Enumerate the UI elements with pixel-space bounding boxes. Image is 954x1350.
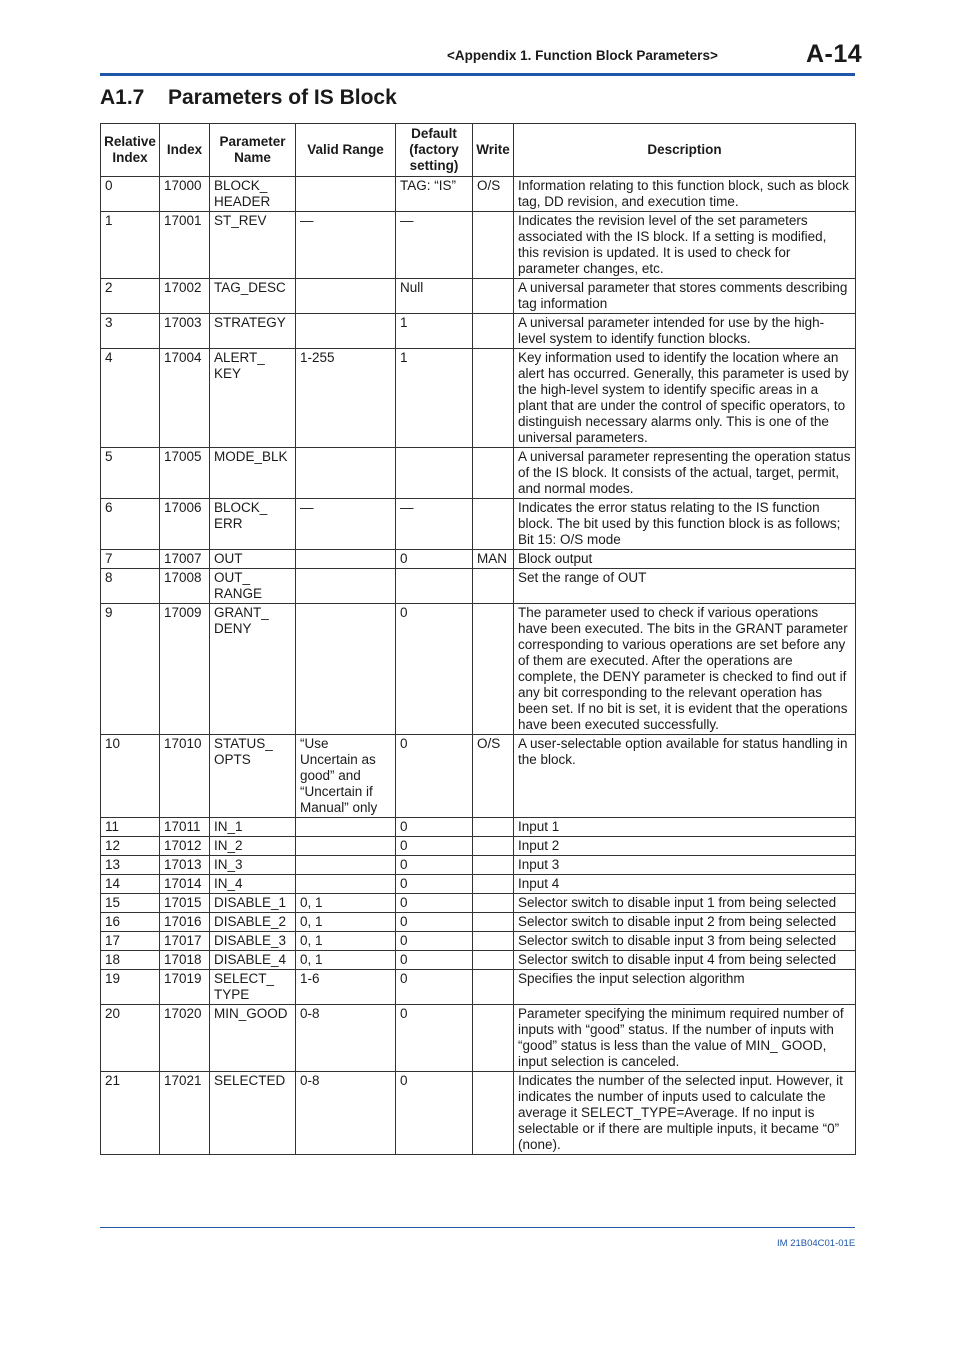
cell-index: 17014 bbox=[160, 875, 210, 894]
cell-valid-range bbox=[296, 569, 396, 604]
cell-relative-index: 19 bbox=[101, 970, 160, 1005]
cell-relative-index: 13 bbox=[101, 856, 160, 875]
cell-relative-index: 2 bbox=[101, 279, 160, 314]
table-row bbox=[101, 569, 856, 604]
table-row bbox=[101, 1005, 856, 1072]
column-header-write: Write bbox=[473, 124, 514, 177]
table-row bbox=[101, 818, 856, 837]
cell-default: Null bbox=[396, 279, 473, 314]
cell-parameter-name: BLOCK_ ERR bbox=[210, 499, 296, 550]
table-row bbox=[101, 499, 856, 550]
page-number: A-14 bbox=[806, 40, 863, 68]
section-number: A1.7 bbox=[100, 86, 145, 109]
cell-parameter-name: DISABLE_3 bbox=[210, 932, 296, 951]
cell-relative-index: 8 bbox=[101, 569, 160, 604]
cell-index: 17007 bbox=[160, 550, 210, 569]
cell-valid-range: 1-6 bbox=[296, 970, 396, 1005]
table-row bbox=[101, 913, 856, 932]
cell-relative-index: 5 bbox=[101, 448, 160, 499]
cell-write bbox=[473, 913, 514, 932]
cell-default: 1 bbox=[396, 349, 473, 448]
cell-relative-index: 6 bbox=[101, 499, 160, 550]
cell-description: Key information used to identify the location where an alert has occurred. Generally, this parameter is used by the high-level system to identify specific areas in a plant that are under the control of specific operators, to distinguish necessary alarms only. This is one of the universal parameters. bbox=[514, 349, 856, 448]
cell-relative-index: 11 bbox=[101, 818, 160, 837]
cell-valid-range bbox=[296, 818, 396, 837]
cell-default: — bbox=[396, 212, 473, 279]
cell-valid-range: 0, 1 bbox=[296, 894, 396, 913]
table-row bbox=[101, 212, 856, 279]
cell-default: 0 bbox=[396, 1005, 473, 1072]
cell-relative-index: 15 bbox=[101, 894, 160, 913]
table-header-row bbox=[101, 124, 856, 177]
cell-default bbox=[396, 448, 473, 499]
cell-parameter-name: MIN_GOOD bbox=[210, 1005, 296, 1072]
running-header: <Appendix 1. Function Block Parameters> bbox=[447, 48, 718, 63]
cell-description: Input 1 bbox=[514, 818, 856, 837]
cell-description: Selector switch to disable input 2 from being selected bbox=[514, 913, 856, 932]
cell-valid-range: 1-255 bbox=[296, 349, 396, 448]
cell-valid-range bbox=[296, 875, 396, 894]
cell-valid-range bbox=[296, 177, 396, 212]
cell-index: 17000 bbox=[160, 177, 210, 212]
cell-write bbox=[473, 818, 514, 837]
cell-description: Selector switch to disable input 1 from being selected bbox=[514, 894, 856, 913]
table-row bbox=[101, 279, 856, 314]
cell-write bbox=[473, 569, 514, 604]
cell-parameter-name: GRANT_ DENY bbox=[210, 604, 296, 735]
cell-description: The parameter used to check if various operations have been executed. The bits in the GRANT parameter corresponding to various operations are set before any of them are executed. After the operations are complete, the DENY parameter is checked to find out if any bit corresponding to the relevant operation has been set. If no bit is set, it is evident that the operations have been executed successfully. bbox=[514, 604, 856, 735]
cell-description: Block output bbox=[514, 550, 856, 569]
cell-parameter-name: STRATEGY bbox=[210, 314, 296, 349]
cell-write bbox=[473, 448, 514, 499]
parameters-table bbox=[100, 123, 856, 1155]
header-divider bbox=[100, 73, 855, 76]
cell-valid-range bbox=[296, 314, 396, 349]
cell-description: Information relating to this function block, such as block tag, DD revision, and execution time. bbox=[514, 177, 856, 212]
cell-parameter-name: MODE_BLK bbox=[210, 448, 296, 499]
table-row bbox=[101, 550, 856, 569]
cell-description: A universal parameter that stores comments describing tag information bbox=[514, 279, 856, 314]
cell-write bbox=[473, 837, 514, 856]
cell-write bbox=[473, 932, 514, 951]
cell-write bbox=[473, 856, 514, 875]
table-row bbox=[101, 970, 856, 1005]
cell-relative-index: 9 bbox=[101, 604, 160, 735]
table-row bbox=[101, 951, 856, 970]
column-header-parameter-name: Parameter Name bbox=[210, 124, 296, 177]
cell-relative-index: 18 bbox=[101, 951, 160, 970]
cell-parameter-name: BLOCK_ HEADER bbox=[210, 177, 296, 212]
cell-parameter-name: ALERT_ KEY bbox=[210, 349, 296, 448]
cell-index: 17015 bbox=[160, 894, 210, 913]
cell-description: Indicates the error status relating to the IS function block. The bit used by this function block is as follows; Bit 15: O/S mode bbox=[514, 499, 856, 550]
cell-parameter-name: ST_REV bbox=[210, 212, 296, 279]
cell-index: 17001 bbox=[160, 212, 210, 279]
column-header-relative-index: Relative Index bbox=[101, 124, 160, 177]
cell-default: 0 bbox=[396, 818, 473, 837]
cell-relative-index: 4 bbox=[101, 349, 160, 448]
cell-relative-index: 17 bbox=[101, 932, 160, 951]
cell-description: A universal parameter representing the operation status of the IS block. It consists of the actual, target, permit, and normal modes. bbox=[514, 448, 856, 499]
cell-index: 17002 bbox=[160, 279, 210, 314]
cell-write bbox=[473, 951, 514, 970]
cell-relative-index: 0 bbox=[101, 177, 160, 212]
column-header-index: Index bbox=[160, 124, 210, 177]
cell-default: 0 bbox=[396, 970, 473, 1005]
cell-valid-range: — bbox=[296, 499, 396, 550]
section-title: Parameters of IS Block bbox=[168, 86, 397, 109]
table-row bbox=[101, 735, 856, 818]
cell-write bbox=[473, 314, 514, 349]
cell-parameter-name: IN_4 bbox=[210, 875, 296, 894]
cell-default: 0 bbox=[396, 913, 473, 932]
table-row bbox=[101, 932, 856, 951]
column-header-default: Default (factory setting) bbox=[396, 124, 473, 177]
cell-write bbox=[473, 894, 514, 913]
cell-index: 17011 bbox=[160, 818, 210, 837]
table-row bbox=[101, 894, 856, 913]
cell-relative-index: 3 bbox=[101, 314, 160, 349]
cell-write bbox=[473, 279, 514, 314]
cell-write bbox=[473, 970, 514, 1005]
table-row bbox=[101, 875, 856, 894]
cell-valid-range: 0, 1 bbox=[296, 932, 396, 951]
cell-index: 17004 bbox=[160, 349, 210, 448]
cell-description: Selector switch to disable input 4 from being selected bbox=[514, 951, 856, 970]
cell-index: 17010 bbox=[160, 735, 210, 818]
cell-write bbox=[473, 604, 514, 735]
document-id: IM 21B04C01-01E bbox=[777, 1238, 856, 1249]
cell-description: Indicates the revision level of the set parameters associated with the IS block. If a setting is modified, this revision is updated. It is used to check for parameter changes, etc. bbox=[514, 212, 856, 279]
cell-write: MAN bbox=[473, 550, 514, 569]
cell-valid-range: 0-8 bbox=[296, 1005, 396, 1072]
cell-description: Input 4 bbox=[514, 875, 856, 894]
cell-default: 0 bbox=[396, 856, 473, 875]
table-body bbox=[101, 177, 856, 1155]
cell-relative-index: 1 bbox=[101, 212, 160, 279]
cell-valid-range: 0, 1 bbox=[296, 951, 396, 970]
cell-write bbox=[473, 349, 514, 448]
cell-parameter-name: OUT bbox=[210, 550, 296, 569]
cell-parameter-name: DISABLE_1 bbox=[210, 894, 296, 913]
cell-description: Specifies the input selection algorithm bbox=[514, 970, 856, 1005]
cell-parameter-name: DISABLE_4 bbox=[210, 951, 296, 970]
cell-write bbox=[473, 212, 514, 279]
column-header-description: Description bbox=[514, 124, 856, 177]
cell-default: TAG: “IS” bbox=[396, 177, 473, 212]
cell-valid-range bbox=[296, 604, 396, 735]
cell-index: 17003 bbox=[160, 314, 210, 349]
cell-relative-index: 20 bbox=[101, 1005, 160, 1072]
cell-valid-range: 0, 1 bbox=[296, 913, 396, 932]
cell-valid-range: 0-8 bbox=[296, 1072, 396, 1155]
cell-index: 17020 bbox=[160, 1005, 210, 1072]
cell-parameter-name: OUT_ RANGE bbox=[210, 569, 296, 604]
cell-default: 0 bbox=[396, 550, 473, 569]
table-row bbox=[101, 604, 856, 735]
cell-parameter-name: IN_3 bbox=[210, 856, 296, 875]
cell-default: 1 bbox=[396, 314, 473, 349]
cell-valid-range: — bbox=[296, 212, 396, 279]
cell-relative-index: 7 bbox=[101, 550, 160, 569]
section-heading bbox=[100, 86, 397, 110]
cell-default: 0 bbox=[396, 735, 473, 818]
cell-valid-range bbox=[296, 837, 396, 856]
cell-index: 17012 bbox=[160, 837, 210, 856]
cell-description: Indicates the number of the selected input. However, it indicates the number of inputs used to calculate the average it SELECT_TYPE=Average. If no input is selectable or if there are multiple inputs, it became “0” (none). bbox=[514, 1072, 856, 1155]
cell-default: 0 bbox=[396, 875, 473, 894]
cell-valid-range bbox=[296, 448, 396, 499]
cell-parameter-name: IN_2 bbox=[210, 837, 296, 856]
cell-valid-range: “Use Uncertain as good” and “Uncertain if Manual” only bbox=[296, 735, 396, 818]
table-row bbox=[101, 856, 856, 875]
cell-write bbox=[473, 499, 514, 550]
table-row bbox=[101, 448, 856, 499]
cell-description: A user-selectable option available for status handling in the block. bbox=[514, 735, 856, 818]
cell-write: O/S bbox=[473, 735, 514, 818]
cell-valid-range bbox=[296, 856, 396, 875]
cell-relative-index: 21 bbox=[101, 1072, 160, 1155]
cell-relative-index: 12 bbox=[101, 837, 160, 856]
cell-index: 17019 bbox=[160, 970, 210, 1005]
table-row bbox=[101, 349, 856, 448]
cell-valid-range bbox=[296, 279, 396, 314]
cell-write bbox=[473, 1005, 514, 1072]
table-row bbox=[101, 1072, 856, 1155]
cell-index: 17013 bbox=[160, 856, 210, 875]
table-row bbox=[101, 837, 856, 856]
cell-default bbox=[396, 569, 473, 604]
cell-default: 0 bbox=[396, 604, 473, 735]
table-row bbox=[101, 314, 856, 349]
cell-index: 17008 bbox=[160, 569, 210, 604]
cell-relative-index: 14 bbox=[101, 875, 160, 894]
cell-index: 17017 bbox=[160, 932, 210, 951]
cell-default: 0 bbox=[396, 894, 473, 913]
cell-description: Input 3 bbox=[514, 856, 856, 875]
cell-index: 17005 bbox=[160, 448, 210, 499]
table-row bbox=[101, 177, 856, 212]
cell-description: Input 2 bbox=[514, 837, 856, 856]
cell-relative-index: 10 bbox=[101, 735, 160, 818]
cell-index: 17006 bbox=[160, 499, 210, 550]
cell-default: 0 bbox=[396, 1072, 473, 1155]
cell-description: Selector switch to disable input 3 from being selected bbox=[514, 932, 856, 951]
cell-parameter-name: TAG_DESC bbox=[210, 279, 296, 314]
cell-index: 17021 bbox=[160, 1072, 210, 1155]
cell-parameter-name: IN_1 bbox=[210, 818, 296, 837]
cell-default: 0 bbox=[396, 932, 473, 951]
cell-write bbox=[473, 875, 514, 894]
cell-description: Parameter specifying the minimum required number of inputs with “good” status. If the number of inputs with “good” status is less than the value of MIN_ GOOD, input selection is canceled. bbox=[514, 1005, 856, 1072]
cell-parameter-name: STATUS_ OPTS bbox=[210, 735, 296, 818]
cell-parameter-name: SELECT_ TYPE bbox=[210, 970, 296, 1005]
cell-index: 17018 bbox=[160, 951, 210, 970]
cell-description: A universal parameter intended for use by the high-level system to identify function blocks. bbox=[514, 314, 856, 349]
cell-default: 0 bbox=[396, 951, 473, 970]
cell-index: 17009 bbox=[160, 604, 210, 735]
cell-default: 0 bbox=[396, 837, 473, 856]
cell-parameter-name: SELECTED bbox=[210, 1072, 296, 1155]
cell-parameter-name: DISABLE_2 bbox=[210, 913, 296, 932]
footer-divider bbox=[100, 1227, 855, 1228]
cell-write bbox=[473, 1072, 514, 1155]
column-header-valid-range: Valid Range bbox=[296, 124, 396, 177]
cell-valid-range bbox=[296, 550, 396, 569]
cell-index: 17016 bbox=[160, 913, 210, 932]
cell-default: — bbox=[396, 499, 473, 550]
cell-relative-index: 16 bbox=[101, 913, 160, 932]
cell-description: Set the range of OUT bbox=[514, 569, 856, 604]
cell-write: O/S bbox=[473, 177, 514, 212]
